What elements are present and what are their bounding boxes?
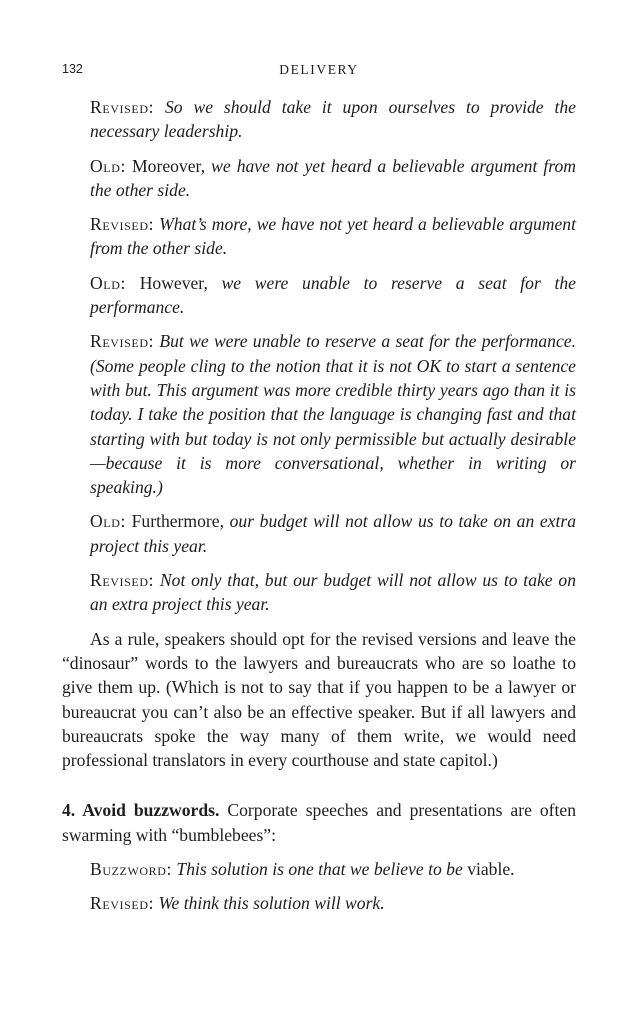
- example-label: Revised:: [90, 97, 155, 117]
- example-text: Not only that, but our budget will not allow us to take on an extra project this year.: [90, 570, 577, 615]
- example-revised: [62, 891, 576, 915]
- example-text: we were unable to reserve a seat for the performance.: [90, 272, 576, 318]
- example-text: we have not yet heard a believable argument from the other side.: [90, 155, 576, 200]
- example-label: Buzzword:: [90, 859, 173, 880]
- section-heading: 4. Avoid buzzwords.: [62, 800, 220, 821]
- example-revised: [62, 212, 576, 261]
- example-label: Old:: [90, 511, 126, 532]
- running-head: [62, 62, 576, 80]
- example-revised: [62, 329, 576, 499]
- example-old: [62, 271, 576, 320]
- example-label: Revised:: [90, 331, 155, 352]
- example-text: our budget will not allow us to take on an extra project this year.: [90, 511, 577, 556]
- page-content: [62, 95, 576, 926]
- example-label: Revised:: [90, 214, 155, 235]
- example-label: Revised:: [90, 570, 155, 591]
- example-text: This solution is one that we believe to be: [176, 859, 463, 880]
- example-label: Old:: [90, 155, 126, 176]
- example-lead-word: Moreover,: [132, 155, 206, 176]
- example-old: [62, 509, 576, 558]
- example-text: So we should take it upon ourselves to provide the necessary leadership.: [90, 97, 576, 142]
- page-number: 132: [62, 62, 83, 76]
- example-text: But we were unable to reserve a seat for the performance. (Some people cling to the notion that it is not OK to start a sentence with but. This argument was more credible thirty years ago than it is today. I take the position that the language is changing fast and that starting with but today is not only permissible but actually desirable—because it is more conversational, whether in writing or speaking.): [90, 331, 576, 498]
- example-revised: [62, 95, 576, 144]
- example-old: [62, 154, 576, 203]
- section-paragraph: [62, 798, 576, 847]
- example-revised: [62, 568, 576, 617]
- example-lead-word: Furthermore,: [131, 511, 224, 532]
- example-text: We think this solution will work.: [158, 893, 385, 914]
- body-paragraph: As a rule, speakers should opt for the revised versions and leave the “dinosaur” words to the lawyers and bureaucrats who are so loathe to give them up. (Which is not to say that if you happen to be a lawyer or bureaucrat you can’t also be an effective speaker. But if all lawyers and bureaucrats spoke the way many of them write, we would need professional translators in every courthouse and state capitol.): [62, 628, 576, 771]
- example-text: What’s more, we have not yet heard a believable argument from the other side.: [90, 214, 576, 259]
- chapter-title: DELIVERY: [279, 62, 359, 77]
- example-buzzword: [62, 857, 576, 881]
- section-text: Corporate speeches and presentations are often swarming with “bumblebees”:: [62, 800, 577, 845]
- example-label: Old:: [90, 272, 126, 293]
- example-label: Revised:: [90, 893, 155, 914]
- example-lead-word: However,: [139, 272, 208, 293]
- example-tail: viable.: [467, 859, 515, 880]
